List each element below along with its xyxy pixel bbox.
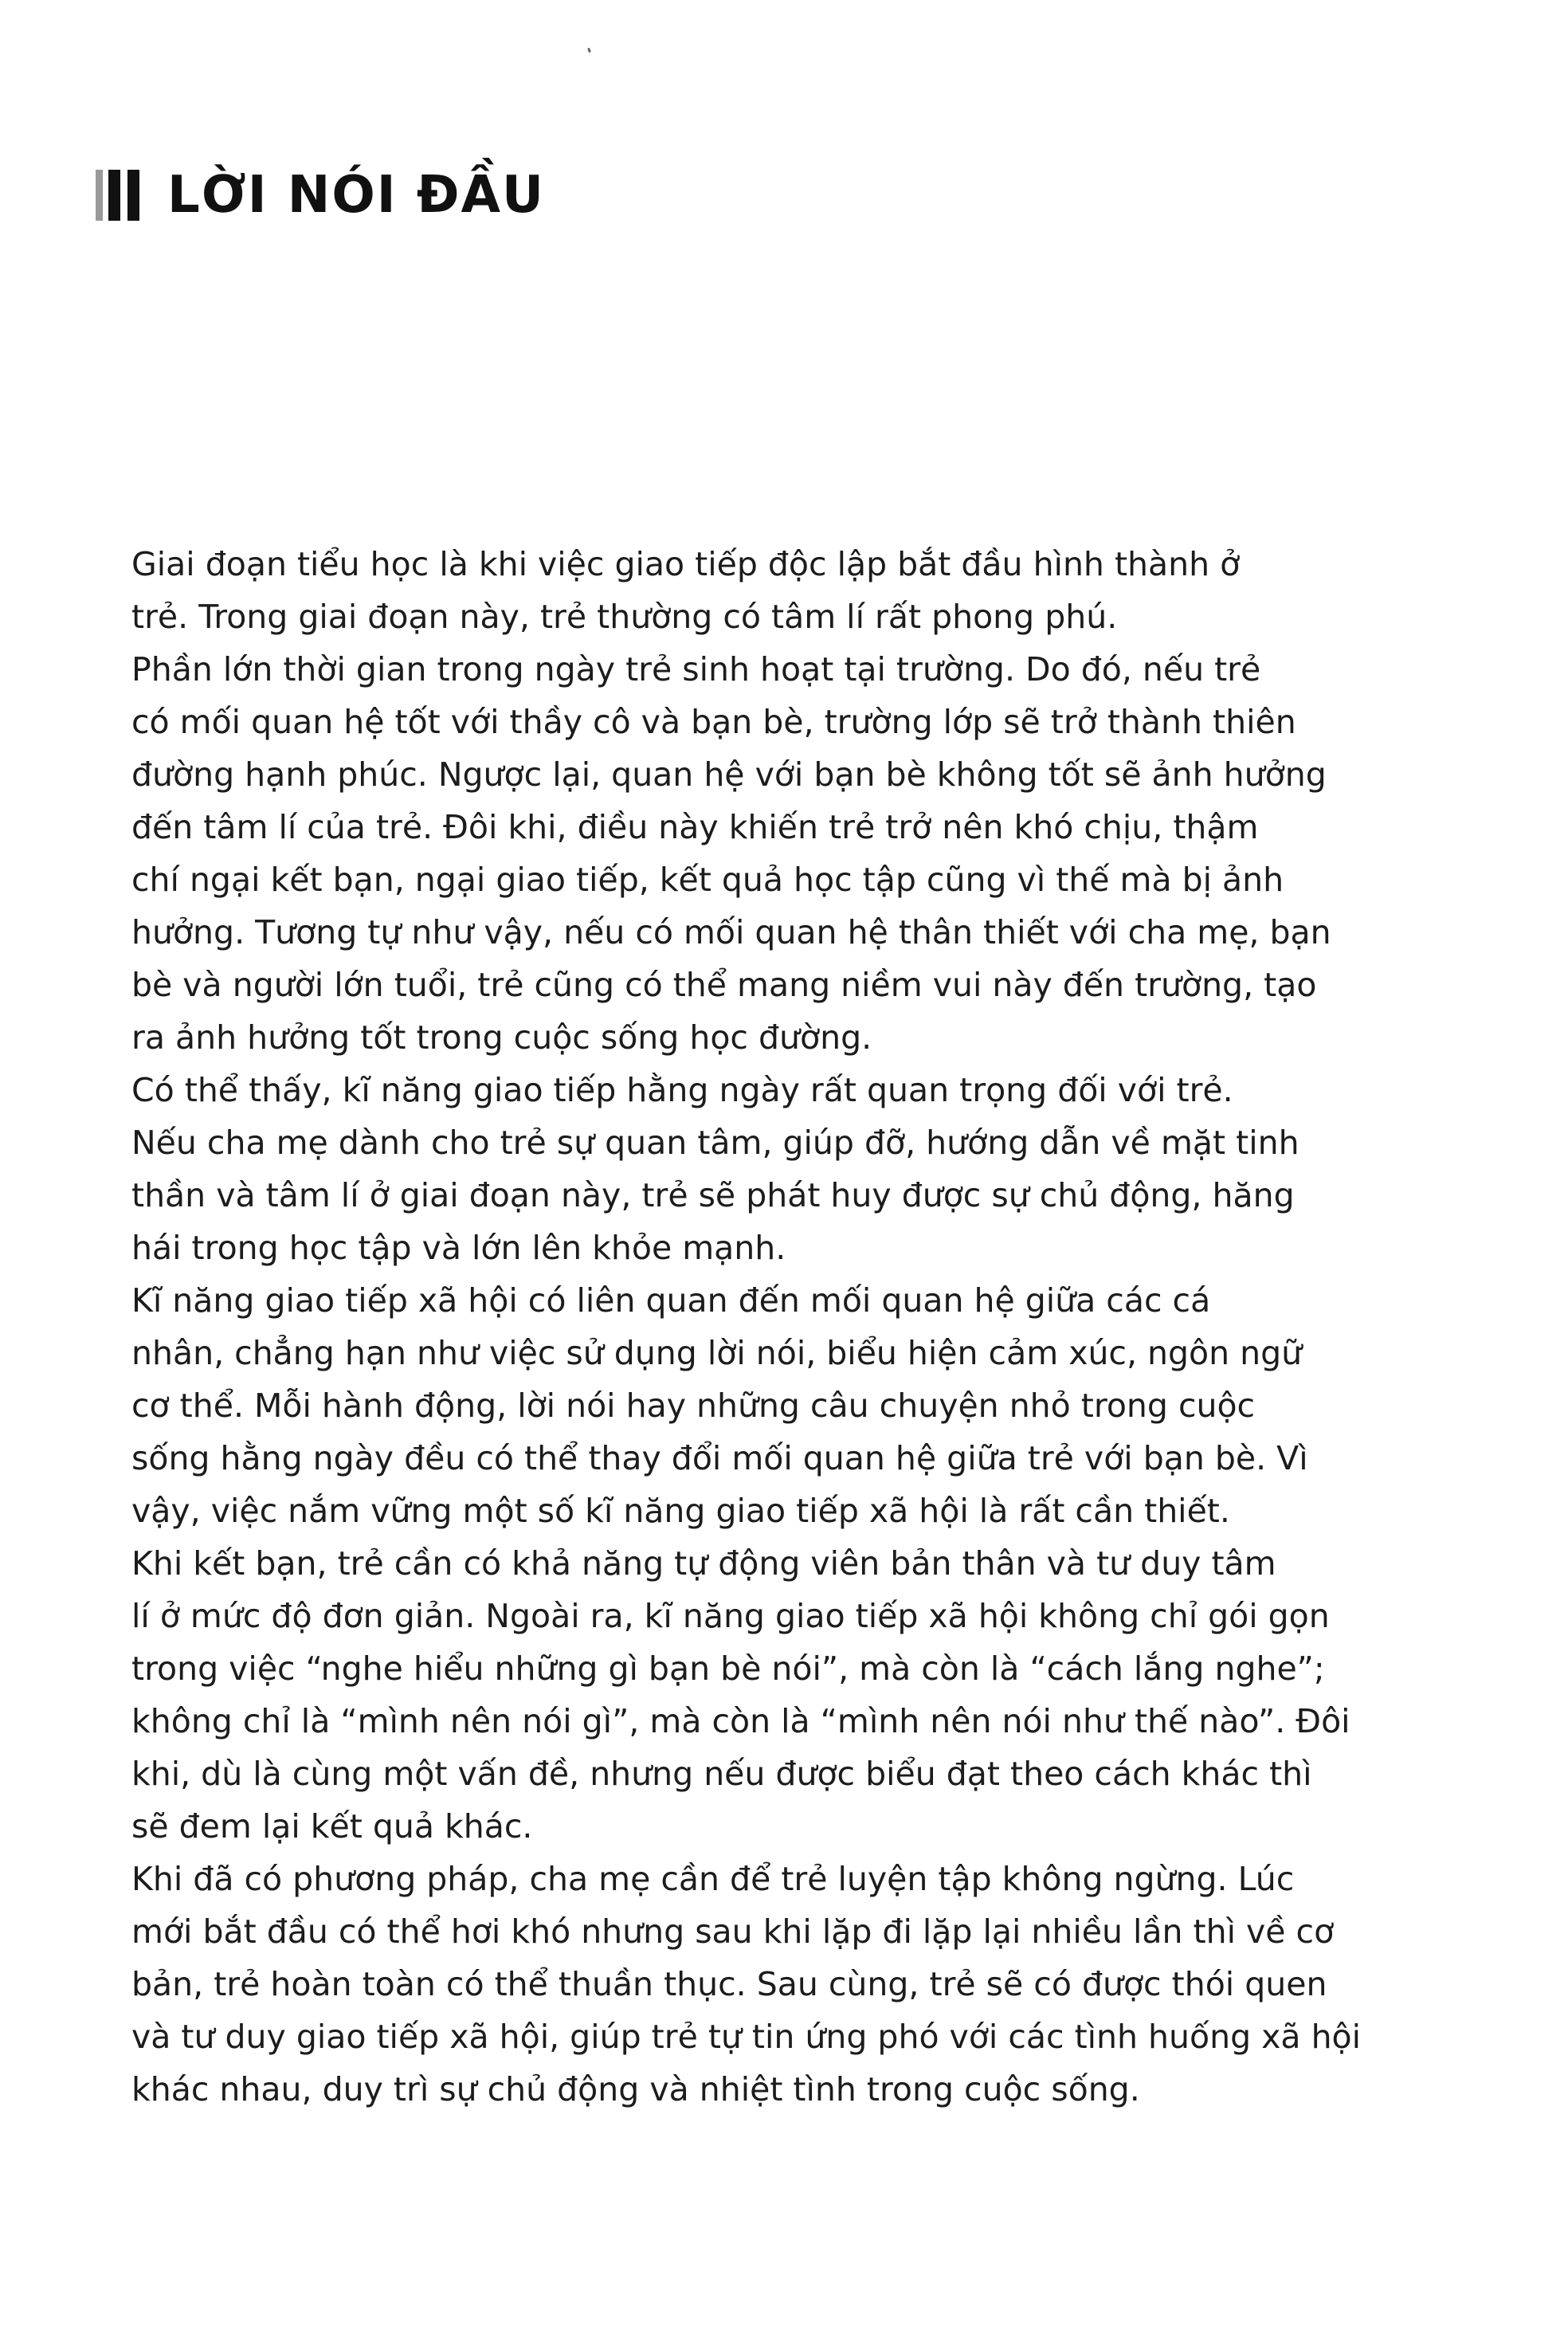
text-line: đến tâm lí của trẻ. Đôi khi, điều này khiến trẻ trở nên khó chịu, thậm: [131, 808, 1259, 846]
text-line: bè và người lớn tuổi, trẻ cũng có thể mang niềm vui này đến trường, tạo: [131, 966, 1317, 1004]
text-line: và tư duy giao tiếp xã hội, giúp trẻ tự tin ứng phó với các tình huống xã hội: [131, 2018, 1362, 2056]
text-line: vậy, việc nắm vững một số kĩ năng giao tiếp xã hội là rất cần thiết.: [131, 1492, 1230, 1530]
text-line: không chỉ là “mình nên nói gì”, mà còn là “mình nên nói như thế nào”. Đôi: [131, 1702, 1350, 1740]
text-line: trẻ. Trong giai đoạn này, trẻ thường có tâm lí rất phong phú.: [131, 598, 1118, 636]
heading-bar: [108, 170, 120, 221]
paragraph: [131, 1064, 1450, 1274]
text-line: khi, dù là cùng một vấn đề, nhưng nếu được biểu đạt theo cách khác thì: [131, 1755, 1312, 1793]
text-line: Giai đoạn tiểu học là khi việc giao tiếp độc lập bắt đầu hình thành ở: [131, 545, 1241, 583]
text-line: Nếu cha mẹ dành cho trẻ sự quan tâm, giúp đỡ, hướng dẫn về mặt tinh: [131, 1124, 1299, 1162]
paragraph: [131, 538, 1450, 643]
text-line: hái trong học tập và lớn lên khỏe mạnh.: [131, 1229, 786, 1267]
chapter-heading: [96, 159, 545, 231]
text-line: đường hạnh phúc. Ngược lại, quan hệ với bạn bè không tốt sẽ ảnh hưởng: [131, 755, 1327, 794]
text-line: có mối quan hệ tốt với thầy cô và bạn bè, trường lớp sẽ trở thành thiên: [131, 703, 1296, 741]
text-line: Khi đã có phương pháp, cha mẹ cần để trẻ luyện tập không ngừng. Lúc: [131, 1860, 1295, 1898]
text-line: trong việc “nghe hiểu những gì bạn bè nói”, mà còn là “cách lắng nghe”;: [131, 1649, 1325, 1688]
paragraph: [131, 1274, 1450, 1537]
heading-bar: [127, 170, 139, 221]
text-line: lí ở mức độ đơn giản. Ngoài ra, kĩ năng giao tiếp xã hội không chỉ gói gọn: [131, 1597, 1330, 1635]
text-line: sẽ đem lại kết quả khác.: [131, 1807, 533, 1846]
text-line: hưởng. Tương tự như vậy, nếu có mối quan hệ thân thiết với cha mẹ, bạn: [131, 913, 1331, 951]
paragraph: [131, 1537, 1450, 1853]
page-title: LỜI NÓI ĐẦU: [167, 166, 545, 225]
text-line: khác nhau, duy trì sự chủ động và nhiệt tình trong cuộc sống.: [131, 2070, 1140, 2108]
text-line: sống hằng ngày đều có thể thay đổi mối quan hệ giữa trẻ với bạn bè. Vì: [131, 1439, 1308, 1477]
text-line: mới bắt đầu có thể hơi khó nhưng sau khi lặp đi lặp lại nhiều lần thì về cơ: [131, 1912, 1335, 1951]
heading-bar-faint: [96, 170, 103, 221]
text-line: Có thể thấy, kĩ năng giao tiếp hằng ngày rất quan trọng đối với trẻ.: [131, 1071, 1233, 1109]
paragraph: [131, 1853, 1450, 2116]
heading-bars-icon: [96, 170, 147, 221]
text-line: Kĩ năng giao tiếp xã hội có liên quan đến mối quan hệ giữa các cá: [131, 1281, 1211, 1320]
text-line: Khi kết bạn, trẻ cần có khả năng tự động viên bản thân và tư duy tâm: [131, 1544, 1276, 1583]
text-line: thần và tâm lí ở giai đoạn này, trẻ sẽ phát huy được sự chủ động, hăng: [131, 1176, 1295, 1214]
text-line: bản, trẻ hoàn toàn có thể thuần thục. Sau cùng, trẻ sẽ có được thói quen: [131, 1965, 1327, 2003]
body-text: [131, 538, 1450, 2116]
text-line: cơ thể. Mỗi hành động, lời nói hay những câu chuyện nhỏ trong cuộc: [131, 1387, 1256, 1425]
text-line: ra ảnh hưởng tốt trong cuộc sống học đường.: [131, 1018, 872, 1057]
text-line: Phần lớn thời gian trong ngày trẻ sinh hoạt tại trường. Do đó, nếu trẻ: [131, 650, 1261, 688]
text-line: nhân, chẳng hạn như việc sử dụng lời nói, biểu hiện cảm xúc, ngôn ngữ: [131, 1334, 1303, 1372]
paragraph: [131, 643, 1450, 1064]
scan-speck: [587, 48, 591, 53]
text-line: chí ngại kết bạn, ngại giao tiếp, kết quả học tập cũng vì thế mà bị ảnh: [131, 861, 1284, 899]
